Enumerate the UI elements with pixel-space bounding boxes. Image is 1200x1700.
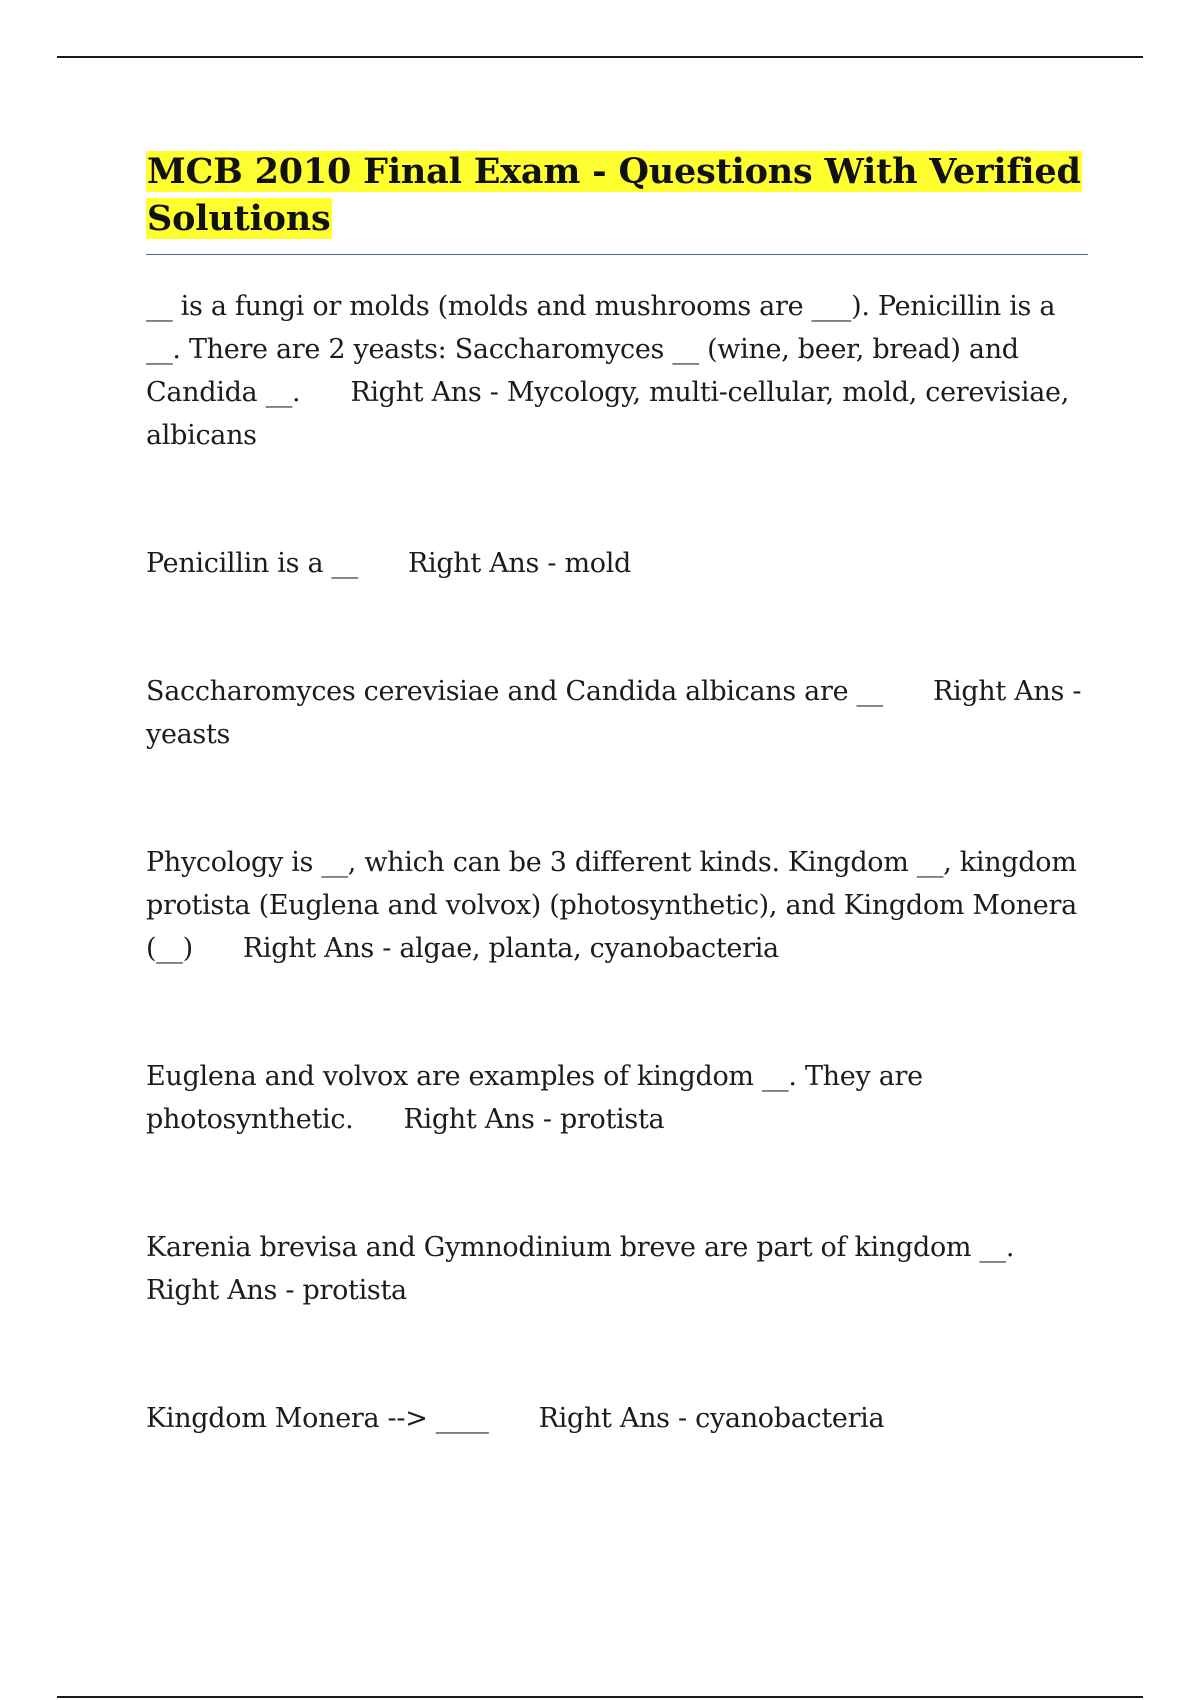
- document-body: [146, 148, 1088, 1525]
- qa-list: [146, 285, 1088, 1440]
- answer-text: Right Ans - cyanobacteria: [538, 1403, 885, 1434]
- qa-item: [146, 285, 1088, 457]
- question-text: Kingdom Monera --> ____: [146, 1403, 489, 1434]
- qa-item: [146, 1397, 1088, 1440]
- question-text: __ is a fungi or molds (molds and mushrooms are ___). Penicillin is a __. There are 2 yeasts: Saccharomyces __ (wine, beer, bread) and Candida __.: [146, 291, 1056, 408]
- question-text: Karenia brevisa and Gymnodinium breve are part of kingdom __.: [146, 1232, 1015, 1263]
- qa-item: [146, 670, 1088, 756]
- page-top-rule: [57, 56, 1143, 58]
- title-divider: [146, 254, 1088, 255]
- page-bottom-rule: [57, 1696, 1143, 1698]
- qa-item: [146, 1226, 1088, 1312]
- answer-text: Right Ans - protista: [146, 1275, 407, 1306]
- question-text: Phycology is __, which can be 3 different kinds. Kingdom __, kingdom protista (Euglena and volvox) (photosynthetic), and Kingdom Monera (__): [146, 847, 1077, 964]
- answer-text: Right Ans - mold: [407, 548, 632, 579]
- qa-item: [146, 841, 1088, 970]
- question-text: Saccharomyces cerevisiae and Candida albicans are __: [146, 676, 883, 707]
- qa-item: [146, 1055, 1088, 1141]
- qa-item: [146, 542, 1088, 585]
- document-title-highlight: MCB 2010 Final Exam - Questions With Verified Solutions: [147, 151, 1081, 239]
- document-title: [146, 148, 1088, 242]
- question-text: Penicillin is a __: [146, 548, 358, 579]
- answer-text: Right Ans - algae, planta, cyanobacteria: [242, 933, 779, 964]
- answer-text: Right Ans - protista: [403, 1104, 665, 1135]
- answer-text: Right Ans - yeasts: [146, 676, 1082, 750]
- answer-text: Right Ans - Mycology, multi-cellular, mold, cerevisiae, albicans: [146, 377, 1069, 451]
- question-text: Euglena and volvox are examples of kingdom __. They are photosynthetic.: [146, 1061, 923, 1135]
